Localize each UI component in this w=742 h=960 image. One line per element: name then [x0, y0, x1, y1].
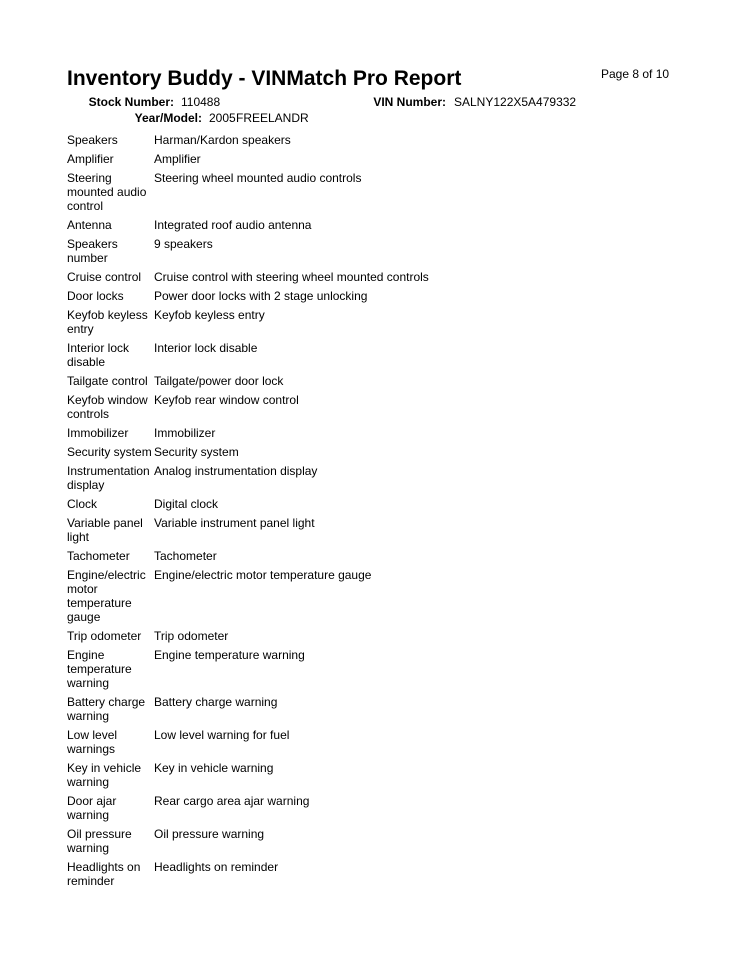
spec-label: Tailgate control [67, 374, 148, 388]
spec-table-body [67, 133, 667, 893]
table-row [67, 237, 667, 270]
spec-label: Key in vehicle warning [67, 761, 142, 789]
table-row [67, 289, 667, 308]
spec-label: Variable panel light [67, 516, 143, 544]
spec-value: Trip odometer [154, 629, 229, 643]
table-row [67, 152, 667, 171]
table-row [67, 445, 667, 464]
spec-value: Integrated roof audio antenna [154, 218, 312, 232]
table-row [67, 549, 667, 568]
table-row [67, 794, 667, 827]
spec-value: Keyfob keyless entry [154, 308, 265, 322]
spec-label: Oil pressure warning [67, 827, 132, 855]
stock-number-label: Stock Number: [88, 95, 174, 109]
table-row [67, 308, 667, 341]
spec-value: Analog instrumentation display [154, 464, 318, 478]
spec-label: Low level warnings [67, 728, 118, 756]
table-row [67, 464, 667, 497]
spec-label: Trip odometer [67, 629, 142, 643]
spec-value: Engine/electric motor temperature gauge [154, 568, 372, 582]
spec-value: Harman/Kardon speakers [154, 133, 291, 147]
spec-value: Tailgate/power door lock [154, 374, 284, 388]
spec-value: Digital clock [154, 497, 219, 511]
spec-label: Keyfob window controls [67, 393, 148, 421]
table-row [67, 827, 667, 860]
table-row [67, 568, 667, 629]
spec-value: Low level warning for fuel [154, 728, 290, 742]
spec-value: Interior lock disable [154, 341, 258, 355]
table-row [67, 695, 667, 728]
spec-value: Security system [154, 445, 239, 459]
table-row [67, 393, 667, 426]
spec-label: Headlights on reminder [67, 860, 141, 888]
spec-value: Key in vehicle warning [154, 761, 274, 775]
table-row [67, 648, 667, 695]
spec-table [67, 133, 667, 893]
spec-value: Oil pressure warning [154, 827, 265, 841]
spec-value: 9 speakers [154, 237, 213, 251]
spec-value: Keyfob rear window control [154, 393, 299, 407]
spec-label: Keyfob keyless entry [67, 308, 148, 336]
spec-label: Steering mounted audio control [67, 171, 147, 213]
spec-value: Tachometer [154, 549, 217, 563]
table-row [67, 218, 667, 237]
table-row [67, 761, 667, 794]
table-row [67, 374, 667, 393]
spec-label: Engine temperature warning [67, 648, 132, 690]
table-row [67, 728, 667, 761]
spec-label: Clock [67, 497, 98, 511]
spec-value: Power door locks with 2 stage unlocking [154, 289, 368, 303]
spec-label: Speakers [67, 133, 118, 147]
spec-label: Antenna [67, 218, 112, 232]
spec-label: Amplifier [67, 152, 114, 166]
spec-label: Interior lock disable [67, 341, 130, 369]
spec-label: Battery charge warning [67, 695, 146, 723]
spec-label: Cruise control [67, 270, 142, 284]
spec-value: Immobilizer [154, 426, 216, 440]
spec-value: Cruise control with steering wheel mounted controls [154, 270, 429, 284]
spec-value: Variable instrument panel light [154, 516, 315, 530]
report-title: Inventory Buddy - VINMatch Pro Report [67, 67, 462, 90]
spec-value: Battery charge warning [154, 695, 278, 709]
spec-label: Door locks [67, 289, 124, 303]
spec-value: Rear cargo area ajar warning [154, 794, 310, 808]
spec-label: Tachometer [67, 549, 130, 563]
spec-label: Security system [67, 445, 152, 459]
table-row [67, 133, 667, 152]
spec-label: Engine/electric motor temperature gauge [67, 568, 146, 624]
table-row [67, 629, 667, 648]
spec-label: Door ajar warning [67, 794, 117, 822]
table-row [67, 341, 667, 374]
table-row [67, 516, 667, 549]
spec-label: Instrumentation display [67, 464, 150, 492]
vin-number-value: SALNY122X5A479332 [454, 95, 577, 109]
table-row [67, 270, 667, 289]
spec-value: Headlights on reminder [154, 860, 279, 874]
page-number: Page 8 of 10 [601, 67, 670, 81]
table-row [67, 426, 667, 445]
spec-value: Steering wheel mounted audio controls [154, 171, 362, 185]
stock-number-value: 110488 [181, 95, 221, 109]
table-row [67, 171, 667, 218]
table-row [67, 860, 667, 893]
spec-value: Engine temperature warning [154, 648, 305, 662]
vin-number-label: VIN Number: [373, 95, 446, 109]
spec-value: Amplifier [154, 152, 201, 166]
spec-label: Immobilizer [67, 426, 129, 440]
model-value: FREELANDR [236, 111, 309, 125]
spec-label: Speakers number [67, 237, 118, 265]
table-row [67, 497, 667, 516]
year-model-label: Year/Model: [134, 111, 202, 125]
year-value: 2005 [209, 111, 236, 125]
